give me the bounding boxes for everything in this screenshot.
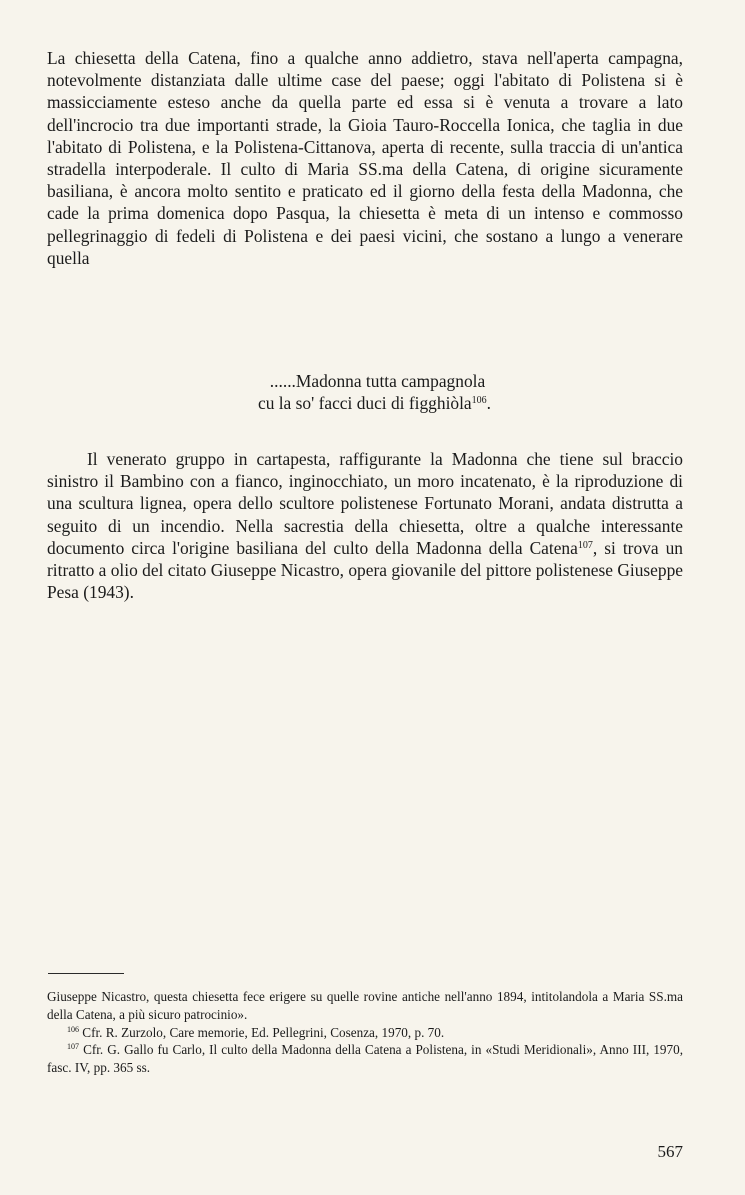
footnote-ref-106: 106 [471,395,487,407]
verse-line-1: ......Madonna tutta campagnola [269,371,486,391]
footnote-ref-107: 107 [577,539,593,551]
footnote-107-number: 107 [67,1042,79,1052]
footnote-107 [47,1041,683,1077]
footnote-106-number: 106 [67,1024,79,1034]
verse-quote [0,370,745,414]
footnotes [47,988,683,1077]
page-number: 567 [657,1142,683,1161]
verse-line-2-text: cu la so' facci duci di figghiòla [257,393,472,414]
footnote-separator [48,973,124,974]
body-paragraph-2-text-a: Il venerato gruppo in cartapesta, raffigurante la Madonna che tiene sul braccio sinistro il Bambino con a fianco, inginocchiato, un moro incatenato, è la riproduzione di una scultura lignea, opera dello scultore polistenese Fortunato Morani, andata distrutta a seguito di un incendio. Nella sacrestia della chiesetta, oltre a qualche interessante documento circa l'origine basiliana del culto della Madonna della Catena [47,449,683,558]
body-paragraph-2 [47,448,683,603]
footnote-106-text: Cfr. R. Zurzolo, Care memorie, Ed. Pellegrini, Cosenza, 1970, p. 70. [82,1024,445,1040]
footnote-107-text: Cfr. G. Gallo fu Carlo, Il culto della Madonna della Catena a Polistena, in «Studi Meridionali», Anno III, 1970, fasc. IV, pp. 365 ss. [47,1042,684,1076]
footnote-continuation: Giuseppe Nicastro, questa chiesetta fece erigere su quelle rovine antiche nell'anno 1894, intitolandola a Maria SS.ma della Catena, a più sicuro patrocinio». [47,989,683,1022]
body-paragraph-1: La chiesetta della Catena, fino a qualche anno addietro, stava nell'aperta campagna, notevolmente distanziata dalle ultime case del paese; oggi l'abitato di Polistena si è massicciamente esteso anche da quella parte ed essa si è venuta a trovare a lato dell'incrocio tra due importanti strade, la Gioia Tauro-Roccella Ionica, che taglia in due l'abitato di Polistena, e la Polistena-Cittanova, aperta di recente, sulla traccia di un'antica stradella interpoderale. Il culto di Maria SS.ma della Catena, di origine sicuramente basiliana, è ancora molto sentito e praticato ed il giorno della festa della Madonna, che cade la prima domenica dopo Pasqua, la chiesetta è meta di un intenso e commosso pellegrinaggio di fedeli di Polistena e dei paesi vicini, che sostano a lungo a venerare quella [47,48,683,268]
verse-line-2: cu la so' facci duci di figghiòla$^{106}$. [257,393,492,414]
body-paragraph-2-text-b: , si trova un ritratto a olio del citato Giuseppe Nicastro, opera giovanile del pittore polistenese Giuseppe Pesa (1943). [47,537,684,603]
footnote-106 [47,1024,683,1042]
